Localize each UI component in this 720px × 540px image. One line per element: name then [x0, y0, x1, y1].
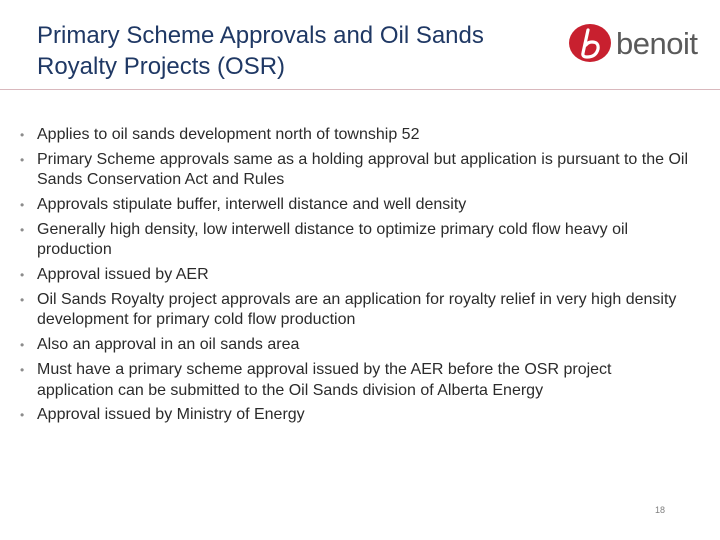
logo-wordmark: benoit [616, 25, 698, 61]
list-item: • Generally high density, low interwell distance to optimize primary cold flow heavy oil production [20, 220, 629, 259]
bullet-icon: • [20, 338, 25, 353]
bullet-icon: • [20, 268, 25, 283]
bullet-icon: • [20, 408, 25, 423]
logo-mark-icon [568, 22, 612, 64]
title-line-2: Royalty Projects (OSR) [37, 53, 286, 80]
list-item: • Applies to oil sands development north of township 52 [20, 125, 692, 146]
title-line-1: Primary Scheme Approvals and Oil Sands [37, 22, 484, 49]
list-item: • Approval issued by AER [20, 265, 692, 286]
list-item: • Approval issued by Ministry of Energy [20, 405, 692, 426]
list-item: • Approvals stipulate buffer, interwell distance and well density [20, 195, 692, 216]
header-divider [0, 89, 720, 90]
bullet-icon: • [20, 152, 25, 167]
list-item: • Primary Scheme approvals same as a holding approval but application is pursuant to the Oil Sands Conservation Act and Rules [20, 150, 689, 189]
bullet-icon: • [20, 363, 25, 378]
bullet-icon: • [20, 292, 25, 307]
bullet-icon: • [20, 198, 25, 213]
list-item: • Oil Sands Royalty project approvals are an application for royalty relief in very high density development for primary cold flow production [20, 290, 677, 329]
bullet-icon: • [20, 128, 25, 142]
list-item: • Also an approval in an oil sands area [20, 335, 692, 356]
benoit-logo [568, 22, 698, 64]
slide-title [37, 20, 567, 82]
list-item: • Must have a primary scheme approval issued by the AER before the OSR project application can be submitted to the Oil Sands division of Alberta Energy [20, 361, 612, 399]
bullet-list [20, 125, 692, 430]
page-number: 18 [655, 505, 666, 515]
bullet-icon: • [20, 222, 25, 237]
